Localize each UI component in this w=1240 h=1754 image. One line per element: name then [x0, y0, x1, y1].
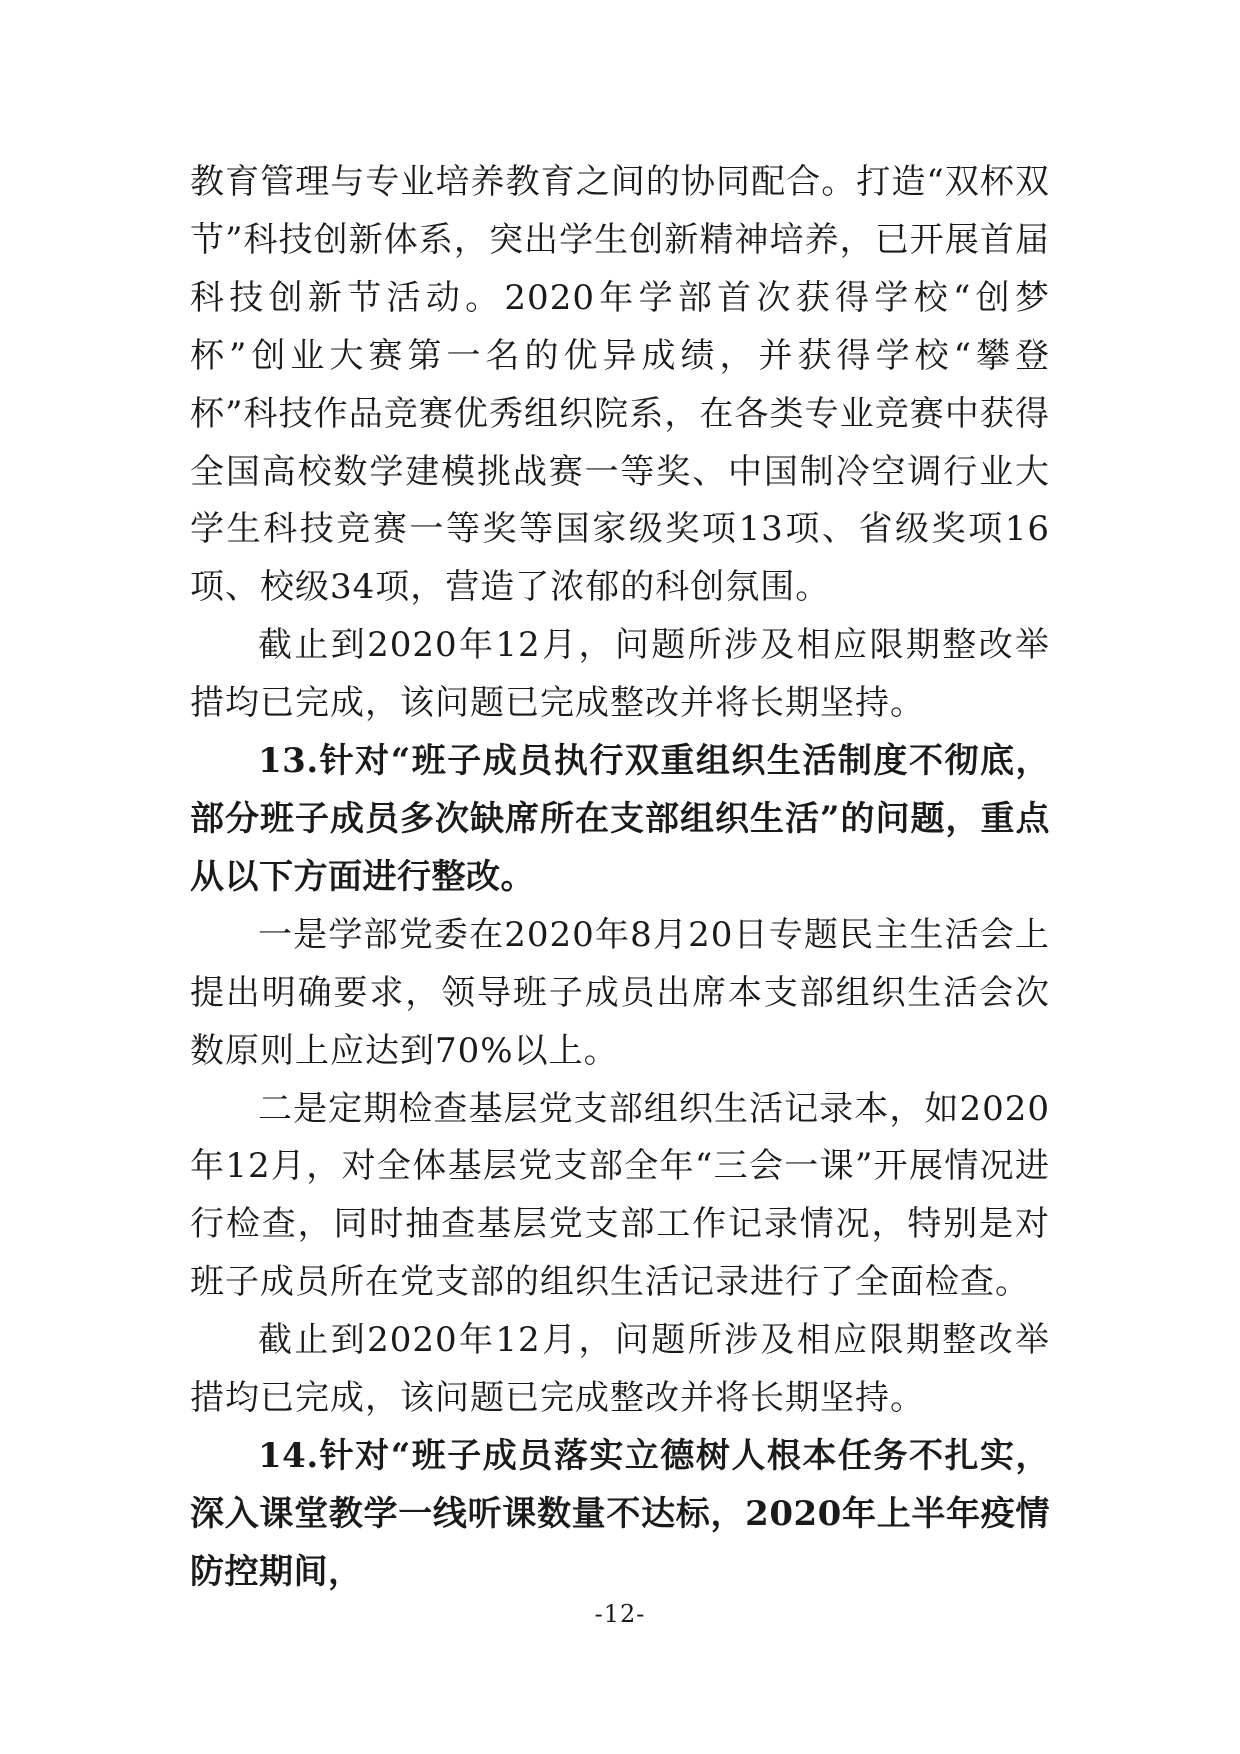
- heading-item-14: 14.针对“班子成员落实立德树人根本任务不扎实，深入课堂教学一线听课数量不达标，2020年上半年疫情防控期间，: [190, 1435, 1050, 1592]
- heading-item-13: 13.针对“班子成员执行双重组织生活制度不彻底，部分班子成员多次缺席所在支部组织生活”的问题，重点从以下方面进行整改。: [190, 741, 1050, 897]
- paragraph-measure-one: 一是学部党委在2020年8月20日专题民主生活会上提出明确要求，领导班子成员出席本支部组织生活会次数原则上应达到70%以上。: [190, 914, 1050, 1071]
- document-body: [190, 154, 1050, 1602]
- paragraph-deadline-status: 截止到2020年12月，问题所涉及相应限期整改举措均已完成，该问题已完成整改并将长期坚持。: [190, 1320, 1050, 1419]
- paragraph-deadline-status: 截止到2020年12月，问题所涉及相应限期整改举措均已完成，该问题已完成整改并将长期坚持。: [190, 625, 1050, 724]
- paragraph-measure-two: 二是定期检查基层党支部组织生活记录本，如2020年12月，对全体基层党支部全年“三会一课”开展情况进行检查，同时抽查基层党支部工作记录情况，特别是对班子成员所在党支部的组织生活记录进行了全面检查。: [190, 1088, 1050, 1303]
- page-number: -12-: [594, 1600, 646, 1628]
- paragraph-continued: 教育管理与专业培养教育之间的协同配合。打造“双杯双节”科技创新体系，突出学生创新精神培养，已开展首届科技创新节活动。2020年学部首次获得学校“创梦杯”创业大赛第一名的优异成绩，并获得学校“攀登杯”科技作品竞赛优秀组织院系，在各类专业竞赛中获得全国高校数学建模挑战赛一等奖、中国制冷空调行业大学生科技竞赛一等奖等国家级奖项13项、省级奖项16项、校级34项，营造了浓郁的科创氛围。: [190, 162, 1050, 608]
